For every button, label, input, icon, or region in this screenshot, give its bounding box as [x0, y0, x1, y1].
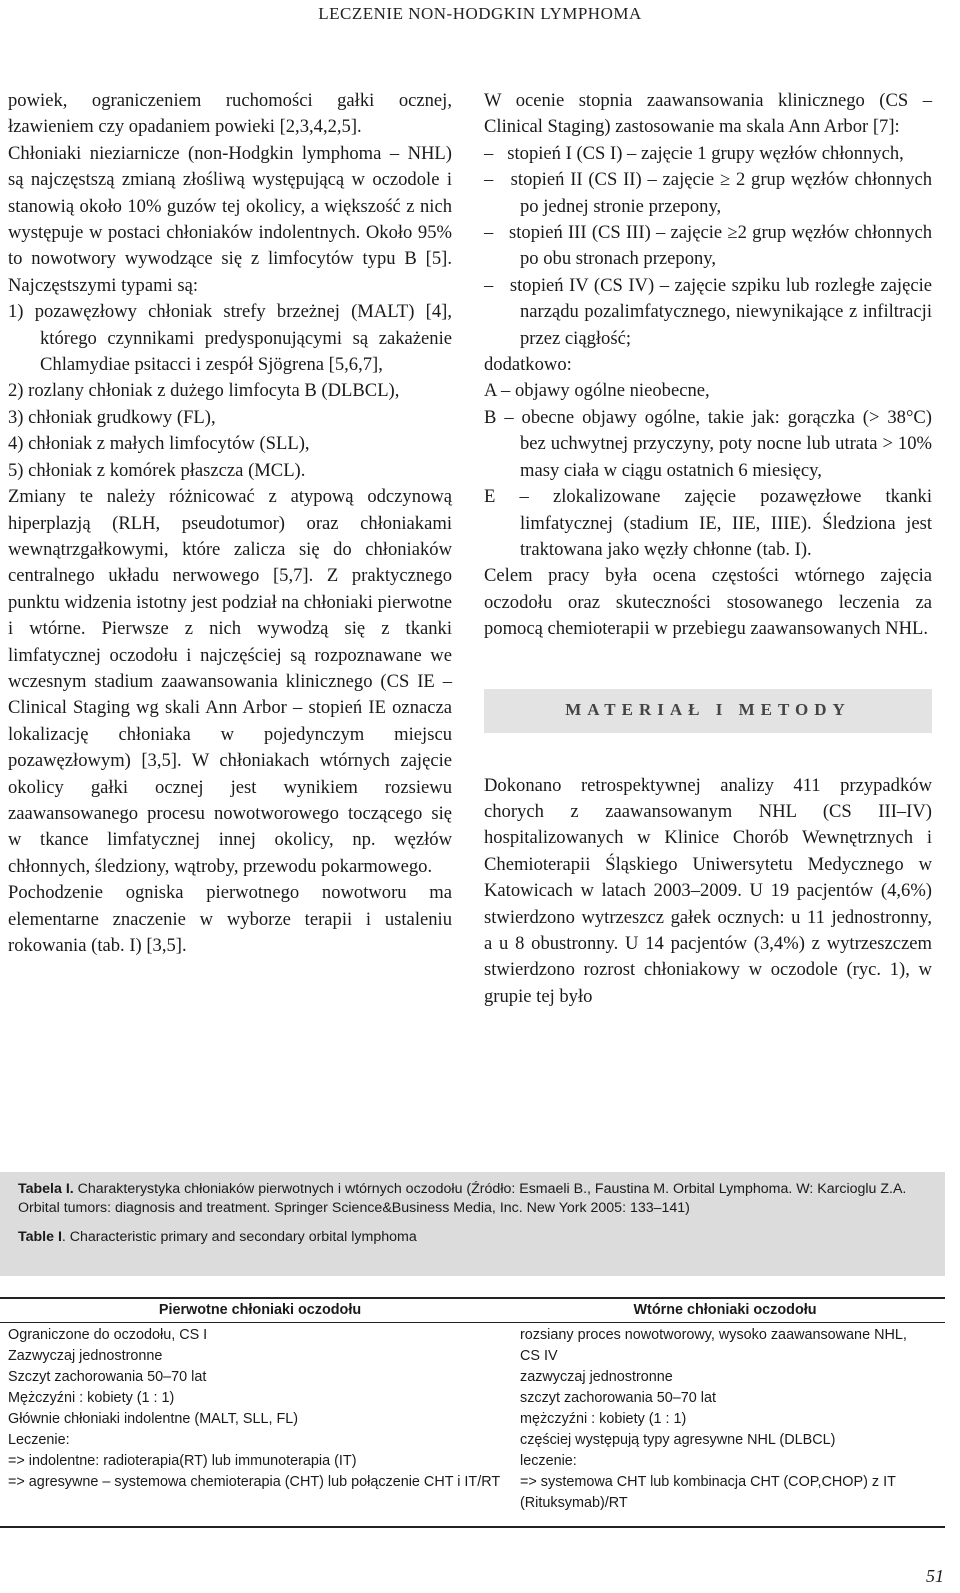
left-column-paragraph: 4) chłoniak z małych limfocytów (SLL),	[8, 433, 310, 455]
table-caption-pl	[0, 1172, 945, 1218]
right-column-top-paragraph: – stopień III (CS III) – zajęcie ≥2 grup węzłów chłonnych po obu stronach przepony,	[484, 222, 932, 270]
running-head: LECZENIE NON-HODGKIN LYMPHOMA	[318, 4, 642, 23]
table-caption-en-label: Table I	[18, 1229, 62, 1245]
table-cell: mężczyźni : kobiety (1 : 1)	[520, 1411, 687, 1427]
table-rule-top	[0, 1297, 945, 1299]
right-column-top	[484, 88, 932, 643]
section-heading: MATERIAŁ I METODY	[484, 689, 932, 733]
left-column-paragraph: 3) chłoniak grudkowy (FL),	[8, 406, 216, 428]
right-column	[484, 88, 932, 1010]
right-column-top-paragraph: – stopień IV (CS IV) – zajęcie szpiku lub rozległe zajęcie narządu pozalimfatycznego, niewynikające z infiltracji przez ciągłość;	[484, 274, 932, 349]
left-column-paragraph: Pochodzenie ogniska pierwotnego nowotworu ma elementarne znaczenie w wyborze terapii i ustaleniu rokowania (tab. I) [3,5].	[8, 882, 452, 956]
right-column-bottom	[484, 773, 932, 1011]
table-caption-pl-text: Charakterystyka chłoniaków pierwotnych i wtórnych oczodołu (Źródło: Esmaeli B., Faustina M. Orbital Lymphoma. W: Karcioglu Z.A. Orbital tumors: diagnosis and treatment. Springer Science&Business Media, Inc. New York 2005: 133–141)	[18, 1181, 907, 1216]
table-cell: Zazwyczaj jednostronne	[8, 1348, 163, 1364]
right-column-top-paragraph: E – zlokalizowane zajęcie pozawęzłowe tkanki limfatycznej (stadium IE, IIE, IIIE). Śledziona jest traktowana jako węzły chłonne (tab. I).	[484, 486, 932, 560]
right-column-top-paragraph: B – obecne objawy ogólne, takie jak: gorączka (> 38°C) bez uchwytnej przyczyny, poty nocne lub utrata > 10% masy ciała w ciągu ostatnich 6 miesięcy,	[484, 406, 932, 481]
table-rule-bottom	[0, 1526, 945, 1528]
table-cell: Głównie chłoniaki indolentne (MALT, SLL, FL)	[8, 1411, 299, 1427]
right-column-top-paragraph: Celem pracy była ocena częstości wtórnego zajęcia oczodołu oraz skuteczności stosowanego leczenia za pomocą chemioterapii w przebiegu zaawansowanych NHL.	[484, 565, 932, 640]
table-cell: rozsiany proces nowotworowy, wysoko zaawansowane NHL, CS IV	[520, 1327, 907, 1364]
table-cell: => systemowa CHT lub kombinacja CHT (COP,CHOP) z IT (Rituksymab)/RT	[520, 1474, 896, 1511]
table-cell: Ograniczone do oczodołu, CS I	[8, 1327, 208, 1343]
table-cell: Mężczyźni : kobiety (1 : 1)	[8, 1390, 175, 1406]
table-caption-en-text: . Characteristic primary and secondary orbital lymphoma	[61, 1229, 417, 1245]
right-column-top-paragraph: dodatkowo:	[484, 354, 572, 376]
table-caption-box	[0, 1172, 945, 1276]
left-column-paragraph: powiek, ograniczeniem ruchomości gałki ocznej, łzawieniem czy opadaniem powieki [2,3,4,2,5].	[8, 90, 452, 138]
left-column-paragraph: Zmiany te należy różnicować z atypową odczynową hiperplazją (RLH, pseudotumor) oraz chłoniakami wewnątrzgałkowymi, które zalicza się do chłoniaków centralnego układu nerwowego [5,7]. Z praktycznego punktu widzenia istotny jest podział na chłoniaki pierwotne i wtórne. Pierwsze z nich wywodzą się z tkanki limfatycznej oczodołu i najczęściej są rozpoznawane we wczesnym stadium zaawansowania klinicznego (CS IE – Clinical Staging wg skali Ann Arbor – stopień IE oznacza lokalizację chłoniaka w pojedynczym miejscu pozawęzłowym) [3,5]. W chłoniakach wtórnych zajęcie okolicy gałki ocznej jest wynikiem rozsiewu zaawansowanego procesu nowotworowego toczącego się w tkance limfatycznej innej okolicy, np. węzłów chłonnych, śledziony, wątroby, przewodu pokarmowego.	[8, 486, 452, 877]
table-column-primary	[8, 1325, 513, 1493]
right-column-bottom-paragraph: Dokonano retrospektywnej analizy 411 przypadków chorych z zaawansowanym NHL (CS III–IV) hospitalizowanych w Klinice Chorób Wewnętrznych i Chemioterapii Śląskiego Uniwersytetu Medycznego w Katowicach w latach 2003–2009. U 19 pacjentów (4,6%) stwierdzono wytrzeszcz gałek ocznych: u 11 jednostronny, a u 8 obustronny. U 14 pacjentów (3,4%) z wytrzeszczem stwierdzono rozrost chłoniakowy w oczodole (ryc. 1), w grupie tej było	[484, 774, 932, 1007]
left-column-paragraph: Chłoniaki nieziarnicze (non-Hodgkin lymphoma – NHL) są najczęstszą zmianą złośliwą występującą w oczodole i stanowią około 10% guzów tej okolicy, a większość z nich występuje w postaci chłoniaków indolentnych. Około 95% to nowotwory wywodzące się z limfocytów typu B [5]. Najczęstszymi typami są:	[8, 142, 452, 296]
table-cell: => indolentne: radioterapia(RT) lub immunoterapia (IT)	[8, 1453, 357, 1469]
table-cell: => agresywne – systemowa chemioterapia (CHT) lub połączenie CHT i IT/RT	[8, 1474, 501, 1490]
table-cell: zazwyczaj jednostronne	[520, 1369, 673, 1385]
table-rule-mid	[0, 1322, 945, 1323]
table-cell: szczyt zachorowania 50–70 lat	[520, 1390, 716, 1406]
table-cell: leczenie:	[520, 1453, 577, 1469]
table-caption-pl-label: Tabela I.	[18, 1181, 74, 1197]
right-column-top-paragraph: – stopień II (CS II) – zajęcie ≥ 2 grup węzłów chłonnych po jednej stronie przepony,	[484, 169, 932, 217]
table-cell: Szczyt zachorowania 50–70 lat	[8, 1369, 207, 1385]
left-column-paragraph: 5) chłoniak z komórek płaszcza (MCL).	[8, 459, 306, 481]
page-number: 51	[926, 1566, 944, 1586]
left-column	[8, 88, 452, 959]
table-column-secondary	[520, 1325, 930, 1514]
table-header-primary: Pierwotne chłoniaki oczodołu	[158, 1302, 362, 1318]
table-cell: Leczenie:	[8, 1432, 70, 1448]
left-column-paragraph: 2) rozlany chłoniak z dużego limfocyta B (DLBCL),	[8, 380, 400, 402]
table-caption-en	[0, 1218, 945, 1247]
right-column-top-paragraph: – stopień I (CS I) – zajęcie 1 grupy węzłów chłonnych,	[484, 142, 904, 164]
table-cell: częściej występują typy agresywne NHL (DLBCL)	[520, 1432, 836, 1448]
right-column-top-paragraph: A – objawy ogólne nieobecne,	[484, 380, 710, 402]
table-header-secondary: Wtórne chłoniaki oczodołu	[633, 1302, 817, 1318]
right-column-top-paragraph: W ocenie stopnia zaawansowania klinicznego (CS – Clinical Staging) zastosowanie ma skala Ann Arbor [7]:	[484, 90, 932, 138]
left-column-paragraph: 1) pozawęzłowy chłoniak strefy brzeżnej (MALT) [4], którego czynnikami predysponującymi są zakażenie Chlamydiae psitacci i zespół Sjögrena [5,6,7],	[8, 301, 452, 376]
